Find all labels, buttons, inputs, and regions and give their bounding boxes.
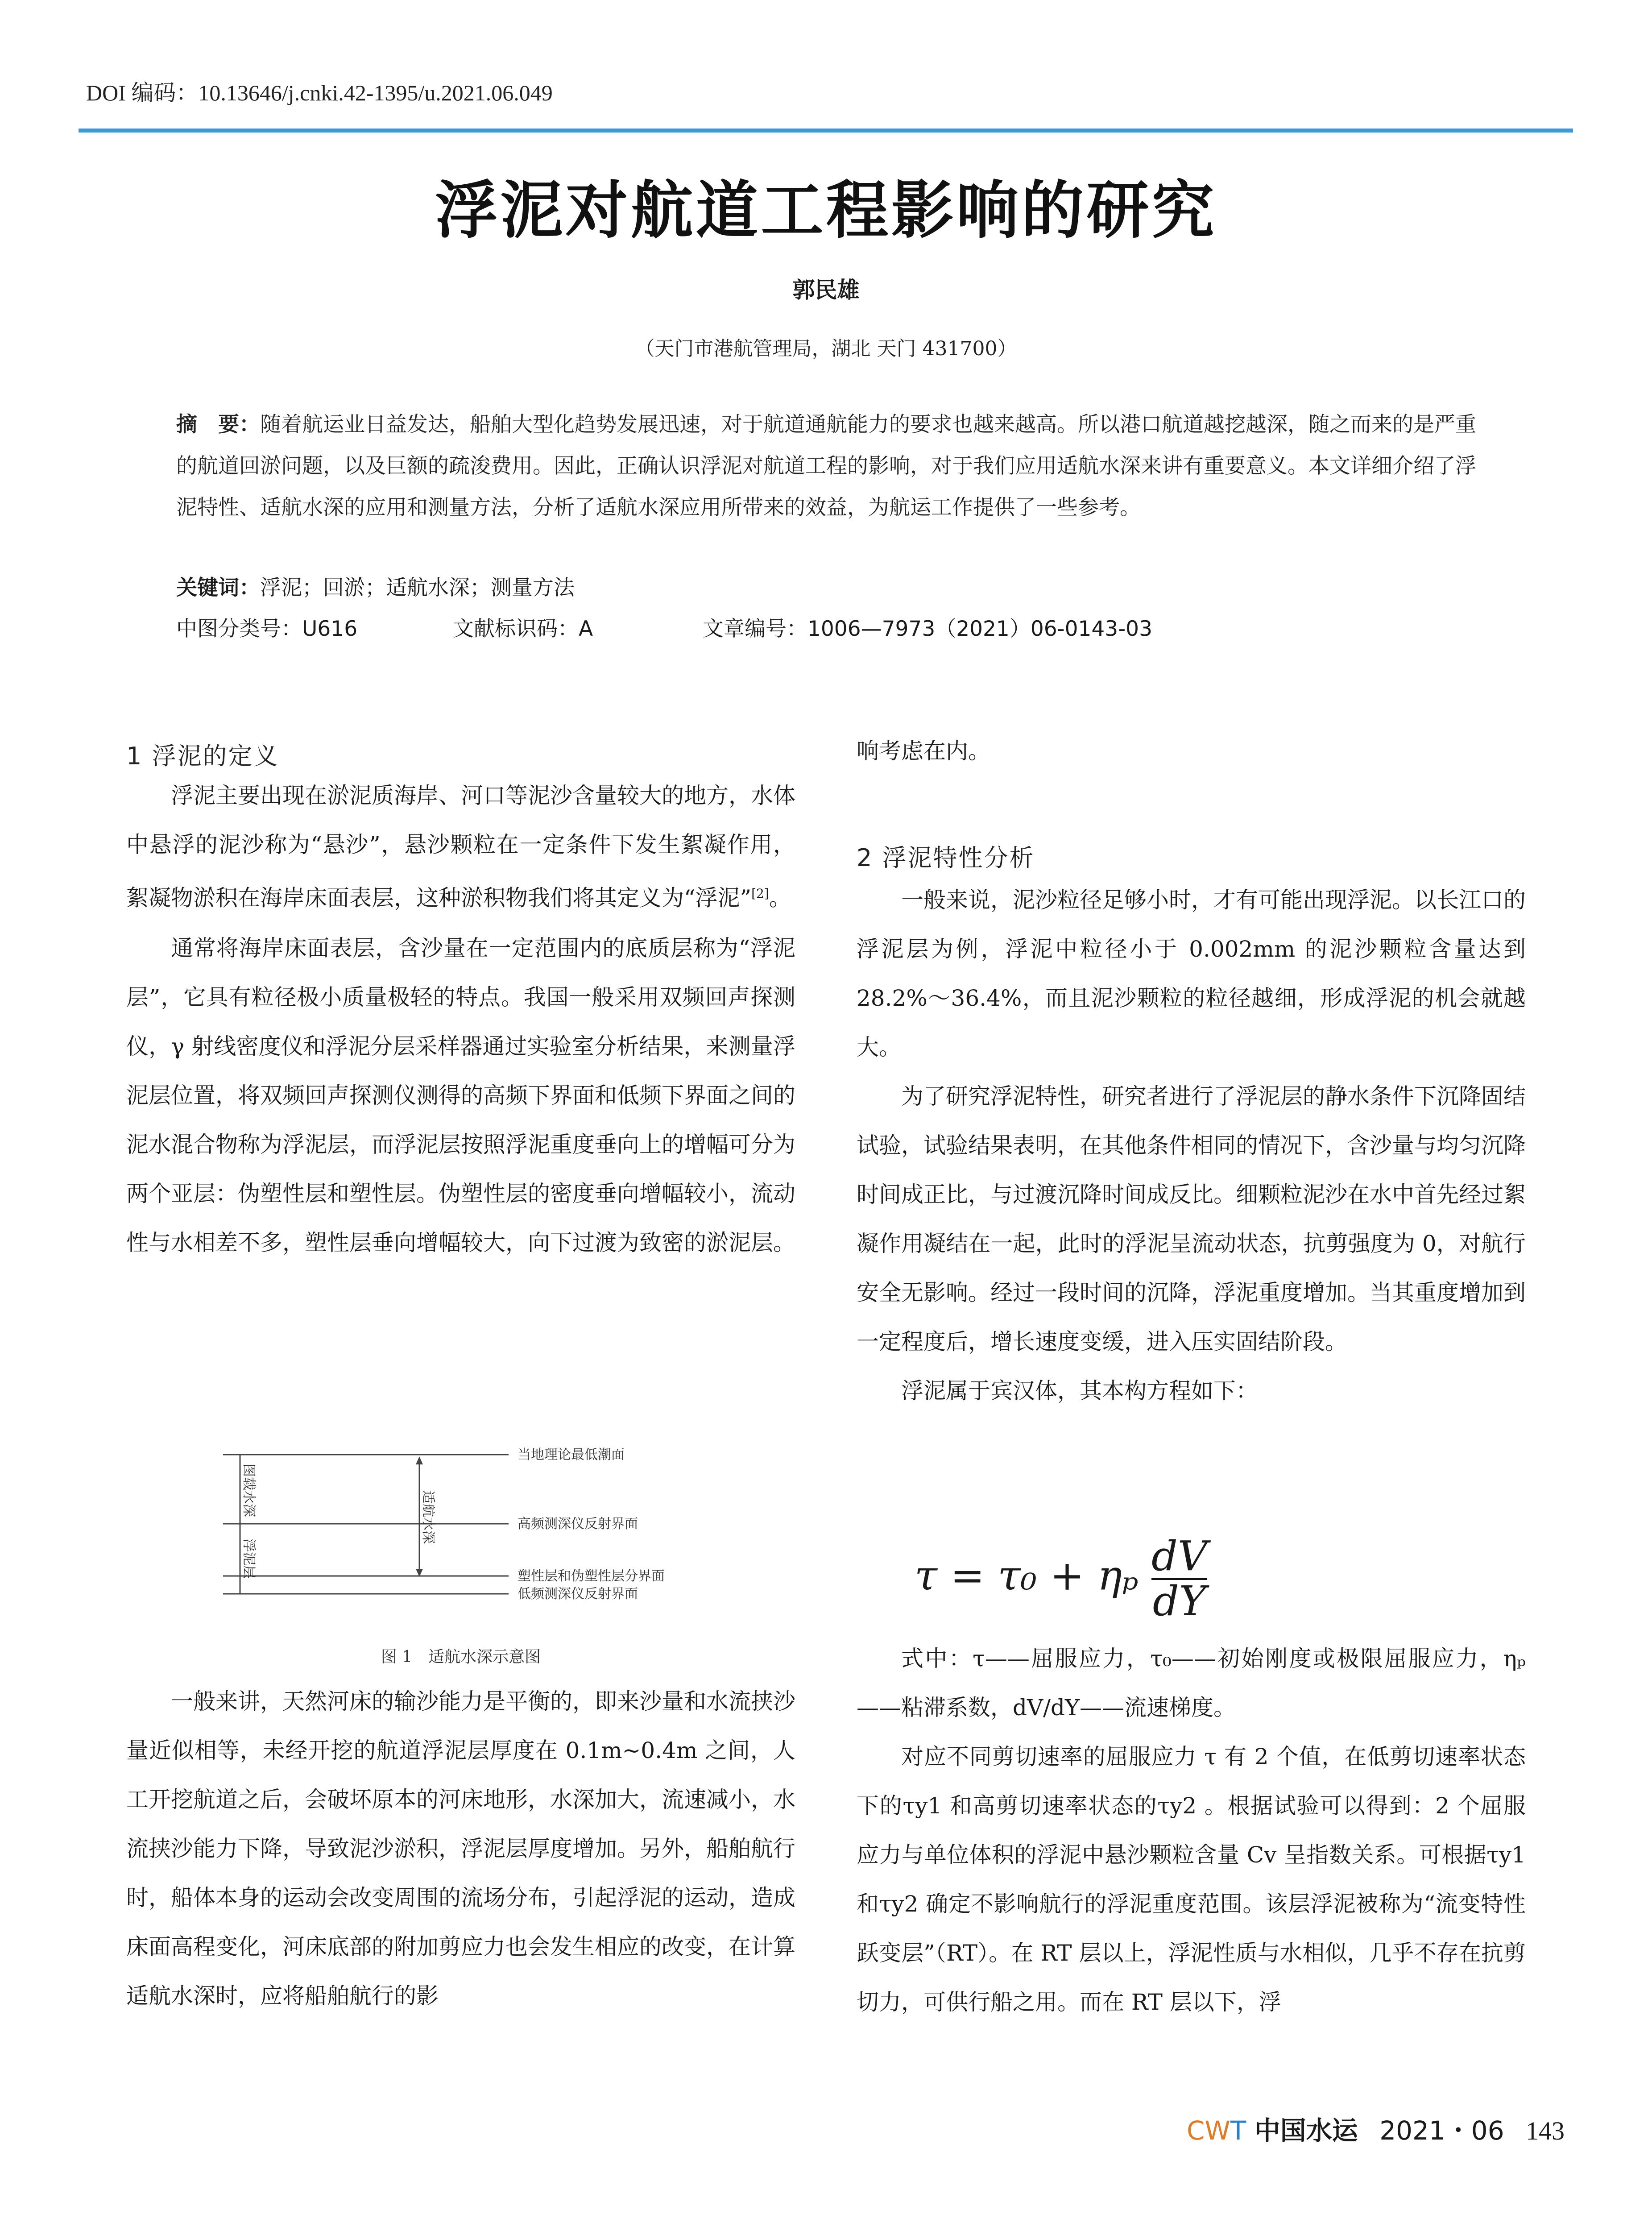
left-column-text-bottom bbox=[126, 1677, 795, 2020]
equation-fraction bbox=[1151, 1532, 1208, 1625]
bingham-equation bbox=[915, 1532, 1208, 1625]
label-fluid-mud-layer: 浮泥层 bbox=[241, 1538, 257, 1579]
article-number: 文章编号：1006—7973（2021）06-0143-03 bbox=[703, 617, 1152, 641]
author-name: 郭民雄 bbox=[792, 277, 860, 303]
abstract-block bbox=[176, 404, 1479, 528]
keywords-text: 浮泥；回淤；适航水深；测量方法 bbox=[260, 576, 575, 600]
journal-name: 中国水运 bbox=[1254, 2115, 1358, 2146]
paragraph: 浮泥属于宾汉体，其本构方程如下： bbox=[901, 1378, 1258, 1404]
abstract-label: 摘 要： bbox=[176, 412, 260, 437]
right-column-text-top bbox=[857, 875, 1526, 1415]
header-rule bbox=[79, 129, 1573, 133]
section-1-heading: 1 浮泥的定义 bbox=[126, 742, 279, 770]
paragraph: 通常将海岸床面表层，含沙量在一定范围内的底质层称为“浮泥层”，它具有粒径极小质量极轻的特点。我国一般采用双频回声探测仪，γ 射线密度仪和浮泥分层采样器通过实验室分析结果，来测量浮泥层位置，将双频回声探测仪测得的高频下界面和低频下界面之间的泥水混合物称为浮泥层，而浮泥层按照浮泥重度垂向上的增幅可分为两个亚层：伪塑性层和塑性层。伪塑性层的密度垂向增幅较小，流动性与水相差不多，塑性层垂向增幅较大，向下过渡为致密的淤泥层。 bbox=[126, 935, 795, 1256]
clc-number: 中图分类号：U616 bbox=[176, 617, 358, 641]
abstract-text: 随着航运业日益发达，船舶大型化趋势发展迅速，对于航道通航能力的要求也越来越高。所以港口航道越挖越深，随之而来的是严重的航道回淤问题，以及巨额的疏浚费用。因此，正确认识浮泥对航道工程的影响，对于我们应用适航水深来讲有重要意义。本文详细介绍了浮泥特性、适航水深的应用和测量方法，分析了适航水深应用所带来的效益，为航运工作提供了一些参考。 bbox=[176, 412, 1476, 520]
equation-denominator: dY bbox=[1152, 1577, 1206, 1625]
paragraph: 式中：τ——屈服应力，τ₀——初始刚度或极限屈服应力，ηₚ——粘滞系数，dV/dY——流速梯度。 bbox=[857, 1646, 1526, 1721]
paragraph: 一般来说，泥沙粒径足够小时，才有可能出现浮泥。以长江口的浮泥层为例，浮泥中粒径小于 0.002mm 的泥沙颗粒含量达到 28.2%～36.4%，而且泥沙颗粒的粒径越细，形成浮泥的机会就越大。 bbox=[857, 887, 1526, 1060]
equation-lhs: τ = τ₀ + ηₚ bbox=[915, 1551, 1139, 1600]
paragraph: 一般来讲，天然河床的输沙能力是平衡的，即来沙量和水流挟沙量近似相等，未经开挖的航道浮泥层厚度在 0.1m~0.4m 之间，人工开挖航道之后，会破坏原本的河床地形，水深加大，流速减小，水流挟沙能力下降，导致泥沙淤积，浮泥层厚度增加。另外，船舶航行时，船体本身的运动会改变周围的流场分布，引起浮泥的运动，造成床面高程变化，河床底部的附加剪应力也会发生相应的改变，在计算适航水深时，应将船舶航行的影 bbox=[126, 1688, 795, 2009]
left-column-text-top bbox=[126, 771, 795, 1267]
figure-1-caption: 图 1 适航水深示意图 bbox=[381, 1648, 541, 1666]
journal-issue: 2021・06 bbox=[1379, 2115, 1504, 2146]
section-2-heading: 2 浮泥特性分析 bbox=[857, 844, 1035, 872]
page-footer bbox=[1187, 2110, 1565, 2147]
keywords-label: 关键词： bbox=[176, 576, 260, 600]
right-column-text-bottom bbox=[857, 1634, 1526, 2027]
equation-numerator: dV bbox=[1151, 1532, 1208, 1580]
label-navigable-depth: 适航水深 bbox=[420, 1490, 436, 1544]
figure-1-diagram bbox=[214, 1437, 749, 1611]
paragraph: 浮泥主要出现在淤泥质海岸、河口等泥沙含量较大的地方，水体中悬浮的泥沙称为“悬沙”，悬沙颗粒在一定条件下发生絮凝作用，絮凝物淤积在海岸床面表层，这种淤积物我们将其定义为“浮泥”[2]。 bbox=[126, 783, 795, 911]
classification-line bbox=[176, 612, 1152, 642]
journal-logo-cw: CW bbox=[1187, 2115, 1230, 2146]
affiliation: （天门市港航管理局，湖北 天门 431700） bbox=[635, 337, 1017, 360]
label-low-freq: 低频测深仪反射界面 bbox=[518, 1586, 638, 1602]
page-number: 143 bbox=[1526, 2116, 1565, 2145]
right-column-continuation bbox=[857, 726, 1526, 775]
doi-code: DOI 编码：10.13646/j.cnki.42-1395/u.2021.06.049 bbox=[86, 80, 553, 105]
citation-ref: [2] bbox=[751, 886, 769, 901]
document-code: 文献标识码：A bbox=[453, 617, 593, 641]
label-high-freq: 高频测深仪反射界面 bbox=[518, 1516, 638, 1532]
journal-logo-t: T bbox=[1230, 2115, 1246, 2146]
article-title: 浮泥对航道工程影响的研究 bbox=[435, 174, 1217, 247]
paragraph: 对应不同剪切速率的屈服应力 τ 有 2 个值，在低剪切速率状态下的τy1 和高剪切速率状态的τy2 。根据试验可以得到：2 个屈服应力与单位体积的浮泥中悬沙颗粒含量 Cv 呈指数关系。可根据τy1 和τy2 确定不影响航行的浮泥重度范围。该层浮泥被称为“流变特性跃变层”（RT）。在 RT 层以上，浮泥性质与水相似，几乎不存在抗剪切力，可供行船之用。而在 RT 层以下，浮 bbox=[857, 1744, 1526, 2015]
label-chart-depth: 图载水深 bbox=[241, 1464, 257, 1517]
keywords-line bbox=[176, 571, 575, 601]
paragraph: 为了研究浮泥特性，研究者进行了浮泥层的静水条件下沉降固结试验，试验结果表明，在其他条件相同的情况下，含沙量与均匀沉降时间成正比，与过渡沉降时间成反比。细颗粒泥沙在水中首先经过絮凝作用凝结在一起，此时的浮泥呈流动状态，抗剪强度为 0，对航行安全无影响。经过一段时间的沉降，浮泥重度增加。当其重度增加到一定程度后，增长速度变缓，进入压实固结阶段。 bbox=[857, 1083, 1526, 1355]
label-plastic-boundary: 塑性层和伪塑性层分界面 bbox=[518, 1568, 665, 1584]
paragraph: 响考虑在内。 bbox=[857, 738, 990, 764]
label-low-tide: 当地理论最低潮面 bbox=[518, 1447, 625, 1463]
